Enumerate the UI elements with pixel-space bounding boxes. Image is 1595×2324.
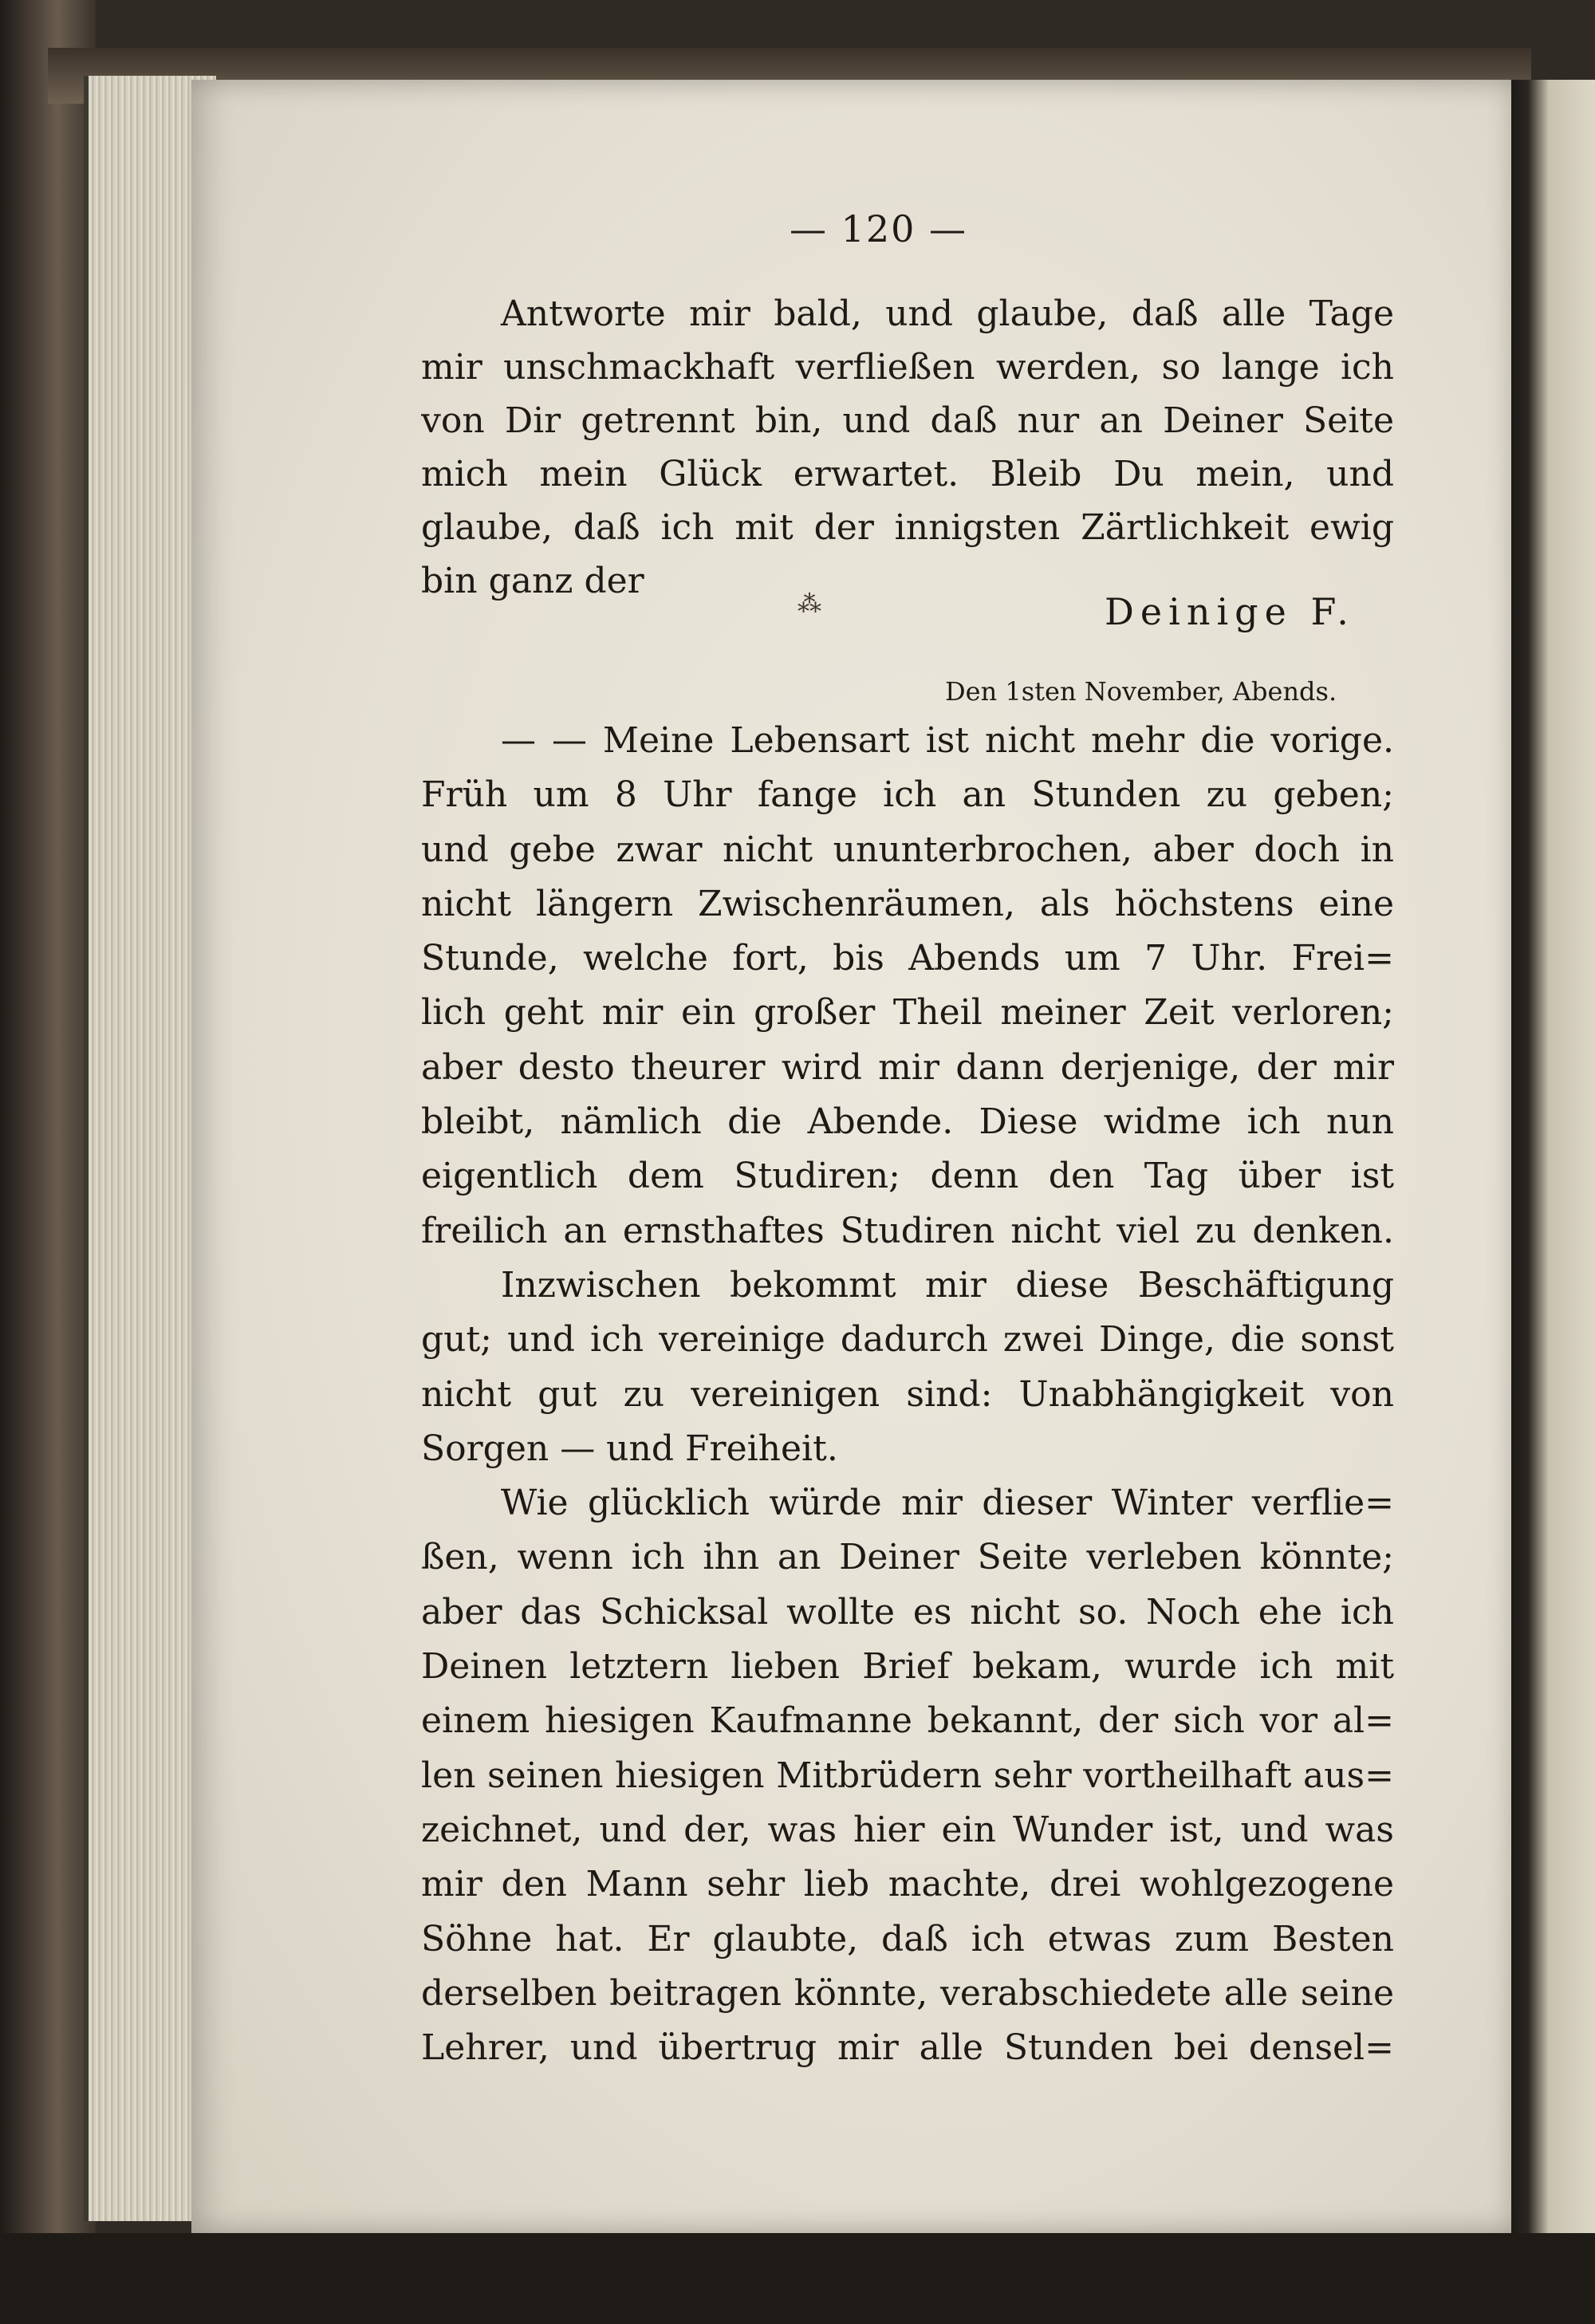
text-line: nicht gut zu vereinigen sind: Unabhängigkeit von <box>421 1373 1394 1415</box>
letter-body-part1 <box>421 287 1394 608</box>
page-number: — 120 — <box>790 207 968 250</box>
text-line: und gebe zwar nicht ununterbrochen, aber doch in <box>421 829 1394 870</box>
letter-body-part2 <box>421 714 1394 2075</box>
text-line: Inzwischen bekommt mir diese Beschäftigung <box>501 1264 1394 1306</box>
text-line: Söhne hat. Er glaubte, daß ich etwas zum Besten <box>421 1918 1394 1960</box>
letter-dateline: Den 1sten November, Abends. <box>945 676 1337 707</box>
text-line: von Dir getrennt bin, und daß nur an Deiner Seite <box>421 400 1394 441</box>
text-line: lich geht mir ein großer Theil meiner Zeit verloren; <box>421 992 1394 1034</box>
text-line: gut; und ich vereinige dadurch zwei Dinge, die sonst <box>421 1319 1394 1361</box>
text-line: ßen, wenn ich ihn an Deiner Seite verleben könnte; <box>421 1537 1394 1578</box>
text-line: bleibt, nämlich die Abende. Diese widme ich nun <box>421 1101 1394 1143</box>
text-line: mir den Mann sehr lieb machte, drei wohlgezogene <box>421 1864 1394 1905</box>
text-line: — — Meine Lebensart ist nicht mehr die vorige. <box>501 720 1394 761</box>
letter-signature: Deinige F. <box>1105 590 1355 633</box>
text-line: Stunde, welche fort, bis Abends um 7 Uhr. Frei= <box>421 938 1394 979</box>
facing-page-edge <box>1511 80 1595 2233</box>
text-line: len seinen hiesigen Mitbrüdern sehr vortheilhaft aus= <box>421 1755 1394 1796</box>
text-line: Deinen letztern lieben Brief bekam, wurde ich mit <box>421 1646 1394 1688</box>
book-spine <box>0 0 96 2324</box>
text-line: freilich an ernsthaftes Studiren nicht viel zu denken. <box>421 1210 1394 1251</box>
text-line: eigentlich dem Studiren; denn den Tag über ist <box>421 1156 1394 1197</box>
text-line: Sorgen — und Freiheit. <box>421 1428 838 1469</box>
text-line: nicht längern Zwischenräumen, als höchstens eine <box>421 883 1394 924</box>
text-line: derselben beitragen könnte, verabschiedete alle seine <box>421 1972 1394 2014</box>
text-line: mir unschmackhaft verfließen werden, so lange ich <box>421 347 1394 388</box>
text-line: bin ganz der <box>421 561 644 601</box>
text-line: Lehrer, und übertrug mir alle Stunden bei densel= <box>421 2027 1394 2069</box>
text-line: zeichnet, und der, was hier ein Wunder ist, und was <box>421 1809 1394 1850</box>
text-line: einem hiesigen Kaufmanne bekannt, der sich vor al= <box>421 1700 1394 1742</box>
text-line: Früh um 8 Uhr fange ich an Stunden zu geben; <box>421 774 1394 816</box>
text-line: Wie glücklich würde mir dieser Winter verflie= <box>501 1483 1394 1524</box>
text-line: Antworte mir bald, und glaube, daß alle Tage <box>501 293 1394 334</box>
bottom-shadow <box>0 2233 1595 2324</box>
asterism-ornament: ⁂ <box>798 590 917 618</box>
text-line: aber desto theurer wird mir dann derjenige, der mir <box>421 1046 1394 1088</box>
text-line: mich mein Glück erwartet. Bleib Du mein, und <box>421 454 1394 494</box>
text-line: glaube, daß ich mit der innigsten Zärtlichkeit ewig <box>421 507 1394 548</box>
text-line: aber das Schicksal wollte es nicht so. Noch ehe ich <box>421 1591 1394 1633</box>
